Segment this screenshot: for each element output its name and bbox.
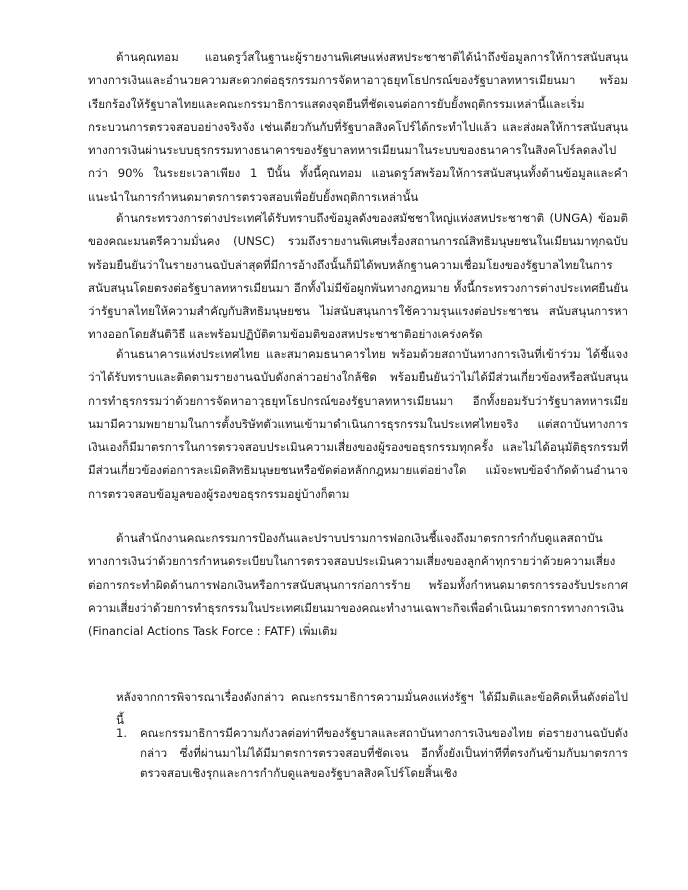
paragraph-text: หลังจากการพิจารณาเรื่องดังกล่าว คณะกรรมาธิการความมั่นคงแห่งรัฐฯ ได้มีมติและข้อคิดเห็นดังต่อไปนี้ [116, 690, 628, 728]
list-item [116, 723, 628, 783]
list-item-text: คณะกรรมาธิการมีความกังวลต่อท่าทีของรัฐบาลและสถาบันทางการเงินของไทย ต่อรายงานฉบับดังกล่าว ซึ่งที่ผ่านมาไม่ได้มีมาตรการตรวจสอบที่ชัดเจน อีกทั้งยังเป็นท่าทีที่ตรงกันข้ามกับมาตรการตรวจสอบเชิงรุกและการกำกับดูแลของรัฐบาลสิงคโปร์โดยสิ้นเชิง [140, 726, 628, 780]
paragraph-text: ด้านสำนักงานคณะกรรมการป้องกันและปราบปรามการฟอกเงินชี้แจงถึงมาตรการกำกับดูแลสถาบันทางการเงินว่าด้วยการกำหนดระเบียบในการตรวจสอบประเมินความเสี่ยงของลูกค้าทุกรายว่าด้วยความเสี่ยงต่อการกระทำผิดด้านการฟอกเงินหรือการสนับสนุนการก่อการร้าย พร้อมทั้งกำหนดมาตรการรองรับประกาศความเสี่ยงว่าด้วยการทำธุรกรรมในประเทศเมียนมาของคณะทำงานเฉพาะกิจเพื่อดำเนินมาตรการทางการเงิน (Financial Actions Task Force : FATF) เพิ่มเติม [88, 531, 628, 639]
paragraph-tom-andrews [88, 46, 628, 209]
paragraph-text: ด้านธนาคารแห่งประเทศไทย และสมาคมธนาคารไทย พร้อมด้วยสถาบันทางการเงินที่เข้าร่วม ได้ชี้แจงว่าได้รับทราบและติดตามรายงานฉบับดังกล่าวอย่างใกล้ชิด พร้อมยืนยันว่าไม่ได้มีส่วนเกี่ยวข้องหรือสนับสนุนการทำธุรกรรมว่าด้วยการจัดหาอาวุธยุทโธปกรณ์ของรัฐบาลทหารเมียนมา อีกทั้งยอมรับว่ารัฐบาลทหารเมียนมามีความพยายามในการตั้งบริษัทตัวแทนเข้ามาดำเนินการธุรกรรมในประเทศไทยจริง แต่สถาบันทางการเงินเองก็มีมาตรการในการตรวจสอบประเมินความเสี่ยงของผู้รองขอธุรกรรมทุกครั้ง และไม่ได้อนุมัติธุรกรรมที่มีส่วนเกี่ยวข้องต่อการละเมิดสิทธิมนุษยชนหรือขัดต่อหลักกฎหมายแต่อย่างใด แม้จะพบข้อจำกัดด้านอำนาจการตรวจสอบข้อมูลของผู้รองขอธุรกรรมอยู่บ้างก็ตาม [88, 347, 628, 501]
paragraph-text: ด้านกระทรวงการต่างประเทศได้รับทราบถึงข้อมูลดังของสมัชชาใหญ่แห่งสหประชาชาติ (UNGA) ข้อมติของคณะมนตรีความมั่นคง (UNSC) รวมถึงรายงานพิเศษเรื่องสถานการณ์สิทธิมนุษยชนในเมียนมาทุกฉบับ พร้อมยืนยันว่าในรายงานฉบับล่าสุดที่มีการอ้างถึงนั้นก็มิได้พบหลักฐานความเชื่อมโยงของรัฐบาลไทยในการสนับสนุนโดยตรงต่อรัฐบาลทหารเมียนมา อีกทั้งไม่มีข้อผูกพันทางกฎหมาย ทั้งนี้กระทรวงการต่างประเทศยืนยันว่ารัฐบาลไทยให้ความสำคัญกับสิทธิมนุษยชน ไม่สนับสนุนการใช้ความรุนแรงต่อประชาชน สนับสนุนการหาทางออกโดยสันติวิธี และพร้อมปฏิบัติตามข้อมติของสหประชาชาติอย่างเคร่งครัด [88, 211, 628, 342]
resolution-list [116, 723, 628, 783]
paragraph-foreign-ministry [88, 207, 628, 347]
paragraph-text: ด้านคุณทอม แอนดรูว์สในฐานะผู้รายงานพิเศษแห่งสหประชาชาติได้นำถึงข้อมูลการให้การสนับสนุนทางการเงินและอำนวยความสะดวกต่อธุรกรรมการจัดหาอาวุธยุทโธปกรณ์ของรัฐบาลทหารเมียนมา พร้อมเรียกร้องให้รัฐบาลไทยและคณะกรรมาธิการแสดงจุดยืนที่ชัดเจนต่อการยับยั้งพฤติกรรมเหล่านี้และเริ่มกระบวนการตรวจสอบอย่างจริงจัง เช่นเดียวกันกับที่รัฐบาลสิงคโปร์ได้กระทำไปแล้ว และส่งผลให้การสนับสนุนทางการเงินผ่านระบบธุรกรรมทางธนาคารของรัฐบาลทหารเมียนมาในระบบของธนาคารในสิงคโปร์ลดลงไปกว่า 90% ในระยะเวลาเพียง 1 ปีนั้น ทั้งนี้คุณทอม แอนดรูว์สพร้อมให้การสนับสนุนทั้งด้านข้อมูลและคำแนะนำในการกำหนดมาตรการตรวจสอบเพื่อยับยั้งพฤติการเหล่านั้น [88, 50, 628, 204]
paragraph-bank-of-thailand [88, 343, 628, 506]
list-item-number: 1. [116, 726, 128, 740]
paragraph-amlo [88, 527, 628, 643]
